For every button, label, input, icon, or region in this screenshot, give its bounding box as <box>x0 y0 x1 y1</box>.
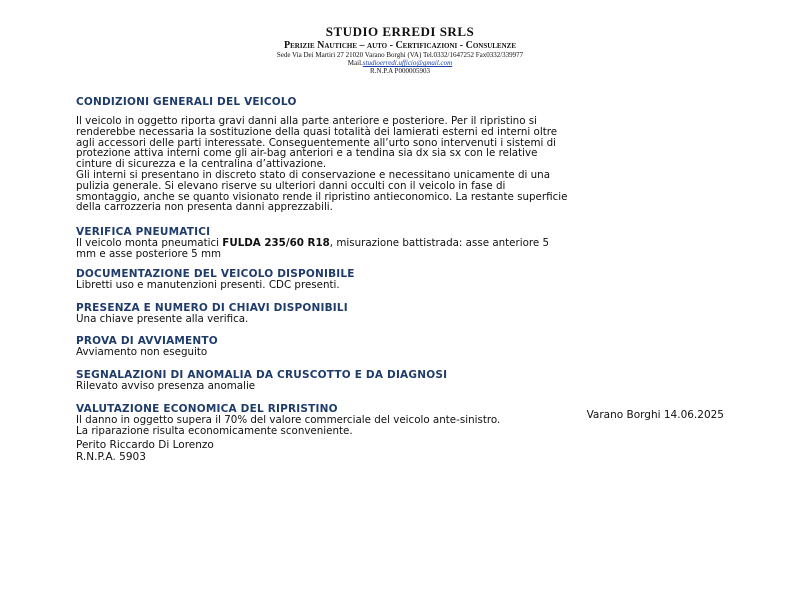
email-link[interactable]: studioerredi.ufficio@gmail.com <box>362 59 453 67</box>
section-title: VERIFICA PNEUMATICI <box>76 226 211 239</box>
section-title: SEGNALAZIONI DI ANOMALIA DA CRUSCOTTO E DA DIAGNOSI <box>76 369 448 382</box>
section-condizioni <box>76 96 726 213</box>
section-title: VALUTAZIONE ECONOMICA DEL RIPRISTINO <box>76 402 338 415</box>
signature-rnpa: R.N.P.A. 5903 <box>76 451 146 463</box>
tyre-text-post: , misurazione battistrada: asse anteriore 5 mm e asse posteriore 5 mm <box>76 237 550 260</box>
signature-name: Perito Riccardo Di Lorenzo <box>76 439 214 451</box>
section-title: PROVA DI AVVIAMENTO <box>76 335 218 348</box>
section-text: Avviamento non eseguito <box>76 346 208 359</box>
email-label: Mail. <box>347 59 363 67</box>
tyre-text-pre: Il veicolo monta pneumatici <box>76 237 223 250</box>
section-anomalie <box>76 369 726 392</box>
signature-block <box>76 439 214 463</box>
report-body <box>76 96 726 448</box>
company-email-line <box>0 59 800 67</box>
section-title: PRESENZA E NUMERO DI CHIAVI DISPONIBILI <box>76 301 348 314</box>
section-text: Gli interni si presentano in discreto stato di conservazione e necessitano unicamente di una pulizia generale. Si elevano riserve su ulteriori danni occulti con il veicolo in fase di smontaggio, anche se quanto visionato rende il ripristino antieconomico. La restante superficie della carrozzeria non presenta danni apprezzabili. <box>76 168 568 214</box>
tyre-model: FULDA 235/60 R18 <box>222 237 330 250</box>
section-title: DOCUMENTAZIONE DEL VEICOLO DISPONIBILE <box>76 267 355 280</box>
letterhead <box>0 24 800 75</box>
company-name: STUDIO ERREDI SRLS <box>325 24 475 39</box>
section-text: Il veicolo in oggetto riporta gravi danni alla parte anteriore e posteriore. Per il ripristino si renderebbe necessaria la sostituzione della quasi totalità dei lamierati esterni ed interni oltre agli accessori delle parti interessate. Conseguentemente all’urto sono intervenuti i sistemi di protezione attiva interni come gli air-bag anteriori e a tendina sia dx sia sx con le relative cinture di sicurezza e la centralina d’attivazione. <box>76 115 558 171</box>
date-line: Varano Borghi 14.06.2025 <box>586 409 724 421</box>
company-subtitle: Perizie Nautiche – auto - Certificazioni - Consulenze <box>284 40 516 51</box>
section-text: Il danno in oggetto supera il 70% del valore commerciale del veicolo ante-sinistro. La riparazione risulta economicamente sconveniente. <box>76 413 501 437</box>
section-text: Una chiave presente alla verifica. <box>76 312 249 325</box>
section-chiavi <box>76 302 726 325</box>
section-title: CONDIZIONI GENERALI DEL VEICOLO <box>76 96 297 108</box>
section-text: Rilevato avviso presenza anomalie <box>76 380 256 393</box>
section-text: Libretti uso e manutenzioni presenti. CDC presenti. <box>76 278 340 291</box>
company-rnpa: R.N.P.A P000005903 <box>370 67 430 75</box>
section-avviamento <box>76 335 726 358</box>
section-documentazione <box>76 268 726 291</box>
section-pneumatici <box>76 226 726 260</box>
company-address: Sede Via Dei Martiri 27 21020 Varano Borghi (VA) Tel.0332/1647252 Fax0332/339977 <box>276 51 524 59</box>
section-text <box>76 238 726 260</box>
